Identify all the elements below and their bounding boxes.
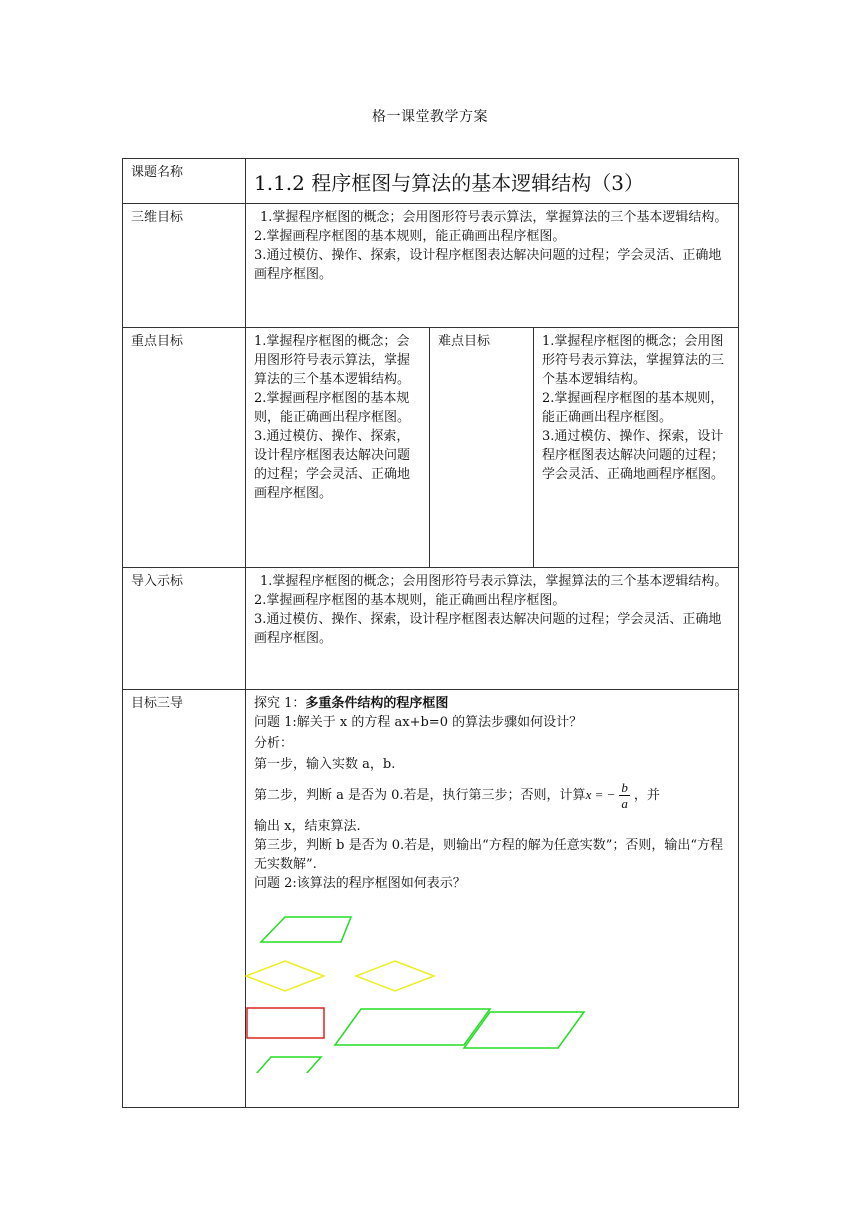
intro-line-1: 1.掌握程序框图的概念；会用图形符号表示算法，掌握算法的三个基本逻辑结构。 bbox=[260, 574, 728, 589]
input-output-shape-2 bbox=[335, 1009, 490, 1045]
three-goals-line-2: 2.掌握画程序框图的基本规则，能正确画出程序框图。 bbox=[254, 229, 566, 244]
difficult-goals-label: 难点目标 bbox=[430, 328, 534, 568]
explore-heading bbox=[254, 694, 730, 713]
step-2-equation-lhs: x = − bbox=[585, 787, 616, 802]
guide-label: 目标三导 bbox=[123, 690, 246, 1108]
step-2 bbox=[254, 780, 730, 811]
key-goals-label: 重点目标 bbox=[123, 328, 246, 568]
decision-shape-2 bbox=[356, 961, 434, 991]
difficult-goals-line-1: 1.掌握程序框图的概念；会用图形符号表示算法，掌握算法的三个基本逻辑结构。 bbox=[542, 334, 725, 387]
difficult-goals-content bbox=[534, 328, 739, 568]
analysis-label: 分析： bbox=[254, 736, 294, 751]
input-output-shape-4 bbox=[250, 1057, 321, 1073]
row-intro bbox=[123, 568, 739, 690]
lesson-plan-table bbox=[122, 158, 739, 1108]
flowchart-shapes-canvas bbox=[244, 893, 604, 1073]
three-goals-line-1: 1.掌握程序框图的概念；会用图形符号表示算法，掌握算法的三个基本逻辑结构。 bbox=[260, 210, 728, 225]
intro-line-2: 2.掌握画程序框图的基本规则，能正确画出程序框图。 bbox=[254, 593, 566, 608]
intro-content bbox=[246, 568, 739, 690]
fraction-b-over-a bbox=[619, 780, 630, 811]
three-goals-content bbox=[246, 204, 739, 328]
document-title: 格一课堂教学方案 bbox=[372, 109, 488, 125]
row-guide bbox=[123, 690, 739, 1108]
row-three-goals bbox=[123, 204, 739, 328]
explore-title: 多重条件结构的程序框图 bbox=[305, 696, 449, 711]
decision-shape-1 bbox=[246, 961, 324, 991]
difficult-goals-line-2: 2.掌握画程序框图的基本规则，能正确画出程序框图。 bbox=[542, 391, 724, 425]
key-goals-line-2: 2.掌握画程序框图的基本规则，能正确画出程序框图。 bbox=[254, 391, 411, 425]
fraction-denominator: a bbox=[621, 796, 628, 811]
input-output-shape-3 bbox=[464, 1012, 584, 1048]
intro-line-3: 3.通过模仿、操作、探索，设计程序框图表达解决问题的过程；学会灵活、正确地画程序框图。 bbox=[254, 612, 722, 646]
intro-label: 导入示标 bbox=[123, 568, 246, 690]
guide-content bbox=[246, 690, 739, 1108]
flowchart-shapes bbox=[254, 893, 730, 1073]
step-2-tail: ，并 bbox=[633, 788, 660, 803]
fraction-numerator: b bbox=[621, 780, 628, 795]
step-1: 第一步，输入实数 a，b. bbox=[254, 757, 396, 772]
row-key-difficult bbox=[123, 328, 739, 568]
input-output-shape-1 bbox=[261, 917, 351, 942]
explore-prefix: 探究 1： bbox=[254, 696, 306, 711]
three-goals-label: 三维目标 bbox=[123, 204, 246, 328]
topic-label: 课题名称 bbox=[123, 159, 246, 204]
course-title: 1.1.2 程序框图与算法的基本逻辑结构（3） bbox=[246, 159, 739, 204]
row-topic bbox=[123, 159, 739, 204]
question-1: 问题 1:解关于 x 的方程 ax+b=0 的算法步骤如何设计？ bbox=[254, 715, 583, 730]
key-goals-content bbox=[246, 328, 430, 568]
step-2-continued: 输出 x，结束算法. bbox=[254, 819, 361, 834]
step-3: 第三步，判断 b 是否为 0.若是，则输出“方程的解为任意实数”；否则，输出“方程无实数解”. bbox=[254, 838, 724, 872]
question-2: 问题 2:该算法的程序框图如何表示？ bbox=[254, 876, 466, 891]
step-2-text: 第二步，判断 a 是否为 0.若是，执行第三步；否则，计算 bbox=[254, 788, 586, 803]
three-goals-line-3: 3.通过模仿、操作、探索，设计程序框图表达解决问题的过程；学会灵活、正确地画程序框图。 bbox=[254, 248, 722, 282]
key-goals-line-1: 1.掌握程序框图的概念；会用图形符号表示算法，掌握算法的三个基本逻辑结构。 bbox=[254, 334, 411, 387]
difficult-goals-line-3: 3.通过模仿、操作、探索，设计程序框图表达解决问题的过程；学会灵活、正确地画程序框图。 bbox=[542, 429, 725, 482]
key-goals-line-3: 3.通过模仿、操作、探索，设计程序框图表达解决问题的过程；学会灵活、正确地画程序框图。 bbox=[254, 429, 411, 501]
process-shape bbox=[247, 1008, 324, 1038]
